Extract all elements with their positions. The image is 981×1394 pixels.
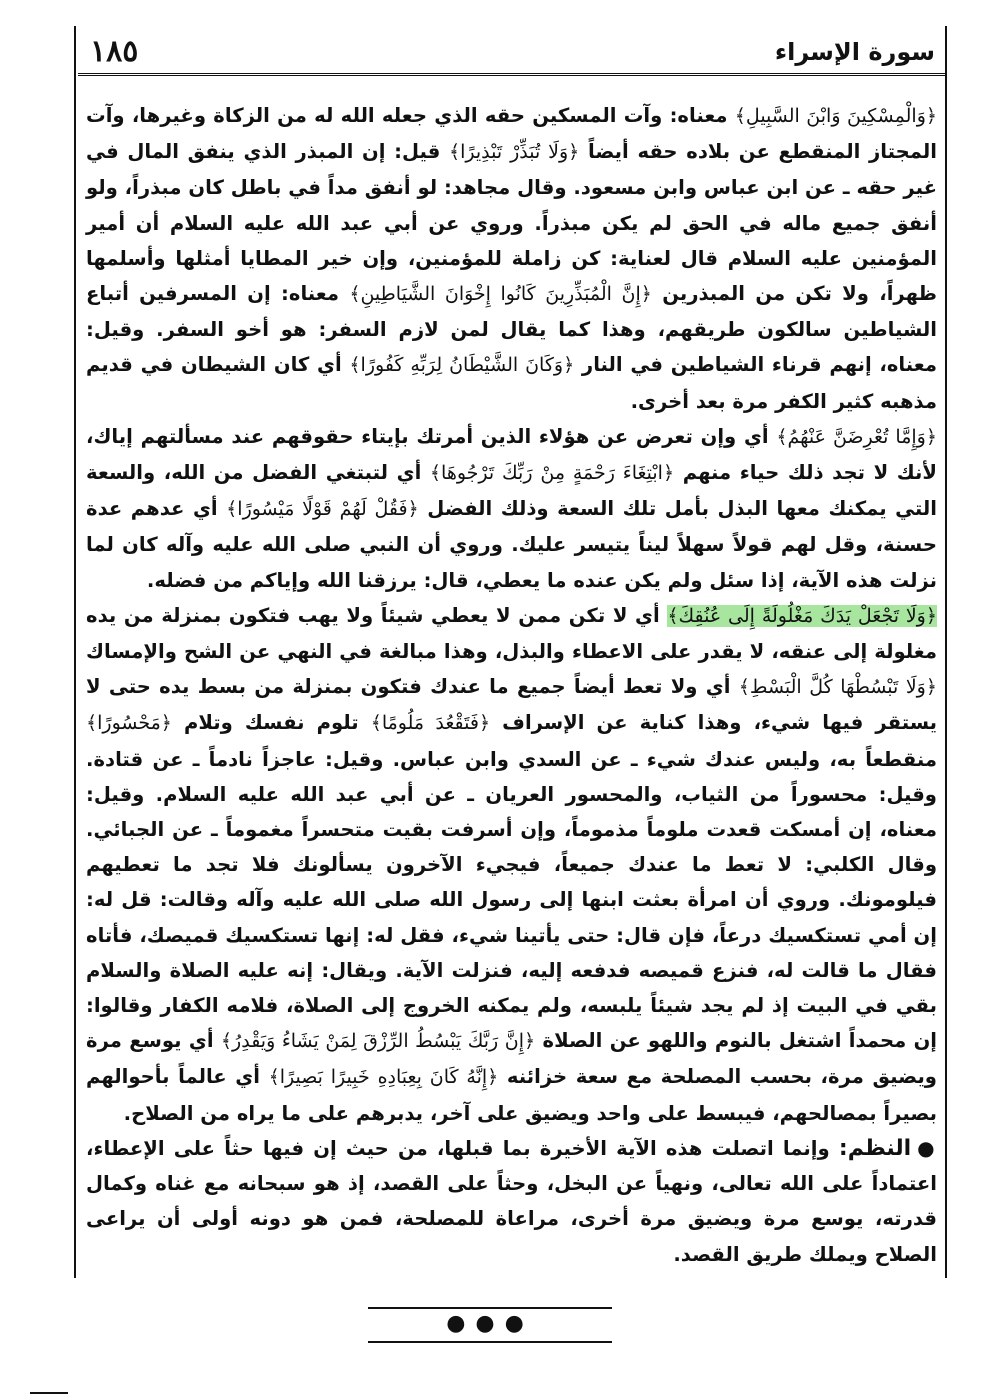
nazm-paragraph (86, 1131, 937, 1272)
quran-verse: ﴿إِنَّهُ كَانَ بِعِبَادِهِ خَبِيرًا بَصِيرًا﴾ (268, 1066, 499, 1089)
divider-line-top (368, 1307, 612, 1309)
divider-dots: ●●● (446, 1311, 534, 1336)
bullet-icon: ● (917, 1135, 937, 1160)
quran-verse: ﴿وَالْمِسْكِينَ وَابْنَ السَّبِيلِ﴾ (734, 105, 937, 127)
page-header (78, 26, 947, 76)
commentary-text: أي ولا تعط أيضاً جميع ما عندك فتكون بمنزلة من بسط يده حتى لا يستقر فيها شيء، وهذا كناية عن الإسراف (86, 675, 937, 735)
commentary-text: أي وإن تعرض عن هؤلاء الذين أمرتك بإيتاء حقوقهم عند مسألتهم إياك، لأنك لا تجد ذلك حياء منهم (86, 424, 937, 485)
commentary-text: أي لتبتغي الفضل من الله، والسعة التي يمكنك معها البذل بأمل تلك السعة وذلك الفضل (86, 461, 937, 521)
commentary-paragraph (86, 598, 937, 1131)
quran-verse: ﴿وَلَا تُبَذِّرْ تَبْذِيرًا﴾ (448, 141, 580, 164)
nazm-heading: النظم: (838, 1135, 912, 1161)
quran-verse: ﴿إِنَّ رَبَّكَ يَبْسُطُ الرِّزْقَ لِمَنْ يَشَاءُ وَيَقْدِرُ﴾ (220, 1030, 536, 1053)
page-number: ١٨٥ (90, 34, 139, 69)
commentary-text: منقطعاً به، وليس عندك شيء ـ عن السدي وابن عباس. وقيل: عاجزاً نادماً ـ عن قتادة. وقيل: محسوراً من الثياب، والمحسور العريان ـ عن أبي عبد الله عليه السلام. وقيل: معناه، إن أمسكت قعدت ملوماً مذموماً، وإن أسرفت بقيت متحسراً مغموماً ـ عن الجبائي. وقال الكلبي: لا تعط ما عندك جميعاً، فيجيء الآخرون يسألونك فلا تجد ما تعطيهم فيلومونك. وروي أن امرأة بعثت ابنها إلى رسول الله صلى الله عليه وآله وقالت: قل له: إن أمي تستكسيك درعاً، فإن قال: حتى يأتينا شيء، فقل له: إنها تستكسيك قميصك، فأتاه فقال ما قالت له، فنزع قميصه فدفعه إليه، فنزلت الآية. ويقال: إنه عليه الصلاة والسلام بقي في البيت إذ لم يجد شيئاً يلبسه، ولم يمكنه الخروج إلى الصلاة، فلامه الكفار وقالوا: إن محمداً اشتغل بالنوم واللهو عن الصلاة (86, 747, 938, 1053)
quran-verse: ﴿فَقُلْ لَهُمْ قَوْلًا مَيْسُورًا﴾ (226, 498, 419, 521)
commentary-text: معناه: إن المسرفين أتباع الشياطين سالكون طريقهم، وهذا كما يقال لمن لازم السفر: هو أخو السفر. وقيل: معناه، إنهم قرناء الشياطين في النار (86, 282, 937, 377)
quran-verse: ﴿ابْتِغَاءَ رَحْمَةٍ مِنْ رَبِّكَ تَرْجُوهَا﴾ (429, 462, 675, 485)
commentary-text: أي عالماً بأحوالهم بصيراً بمصالحهم، فيبسط على واحد ويضيق على آخر، يدبرهم على ما يراه من الصلاح. (86, 1065, 937, 1125)
right-border-rule (945, 26, 947, 1278)
commentary-text: معناه: وآت المسكين حقه الذي جعله الله له من الزكاة وغيرها، وآت المجتاز المنقطع عن بلاده حقه أيضاً (86, 104, 937, 164)
left-border-rule (74, 26, 76, 1278)
highlighted-quran-verse: ﴿وَلَا تَجْعَلْ يَدَكَ مَغْلُولَةً إِلَى عُنُقِكَ﴾ (667, 604, 937, 627)
section-divider (368, 1307, 612, 1343)
commentary-text: أي لا تكن ممن لا يعطي شيئاً ولا يهب فتكون بمنزلة من يده مغلولة إلى عنقه، لا يقدر على الاعطاء والبذل، وهذا مبالغة في النهي عن الشح والإمساك (86, 603, 937, 664)
commentary-text: أي كان الشيطان في قديم مذهبه كثير الكفر مرة بعد أخرى. (86, 353, 937, 413)
commentary-paragraph (86, 98, 937, 419)
quran-verse: ﴿وَلَا تَبْسُطْهَا كُلَّ الْبَسْطِ﴾ (738, 676, 937, 699)
quran-verse: ﴿فَتَقْعُدَ مَلُومًا﴾ (370, 712, 491, 735)
commentary-paragraph (86, 419, 937, 598)
quran-verse: ﴿إِنَّ الْمُبَذِّرِينَ كَانُوا إِخْوَانَ الشَّيَاطِينِ﴾ (349, 283, 652, 306)
commentary-text: تلوم نفسك وتلام (171, 711, 371, 735)
quran-verse: ﴿وَإِمَّا تُعْرِضَنَّ عَنْهُمُ﴾ (776, 425, 937, 448)
nazm-text: وإنما اتصلت هذه الآية الأخيرة بما قبلها، من حيث إن فيها حثاً على الإعطاء، اعتماداً على الله تعالى، ونهياً عن البخل، وحثاً على القصد، إذ هو سبحانه مع غناه وكمال قدرته، يوسع مرة ويضيق مرة أخرى، مراعاة للمصلحة، فمن هو دونه أولى أن يراعى الصلاح ويملك طريق القصد. (86, 1136, 937, 1266)
commentary-text: قيل: إن المبذر الذي ينفق المال في غير حقه ـ عن ابن عباس وابن مسعود. وقال مجاهد: لو أنفق مداً في باطل كان مبذراً، ولو أنفق جميع ماله في الحق لم يكن مبذراً. وروي عن أبي عبد الله عليه السلام أن أمير المؤمنين عليه السلام قال لعناية: كن زاملة للمؤمنين، وإن خير المطايا أمثلها وأسلمها ظهراً، ولا تكن من المبذرين (86, 140, 937, 306)
commentary-body (86, 98, 937, 1272)
header-rule (78, 73, 947, 76)
commentary-text: أي يوسع مرة ويضيق مرة، بحسب المصلحة مع سعة خزائنه (86, 1029, 937, 1089)
divider-line-bottom (368, 1341, 612, 1343)
quran-verse: ﴿وَكَانَ الشَّيْطَانُ لِرَبِّهِ كَفُورًا﴾ (349, 354, 575, 377)
commentary-text: أي عدهم عدة حسنة، وقل لهم قولاً سهلاً ليناً يتيسر عليك. وروي أن النبي صلى الله عليه وآله كان لما نزلت هذه الآية، إذا سئل ولم يكن عنده ما يعطي، قال: يرزقنا الله وإياكم من فضله. (86, 497, 937, 592)
quran-verse: ﴿مَحْسُورًا﴾ (86, 712, 172, 735)
surah-title: سورة الإسراء (774, 38, 935, 66)
